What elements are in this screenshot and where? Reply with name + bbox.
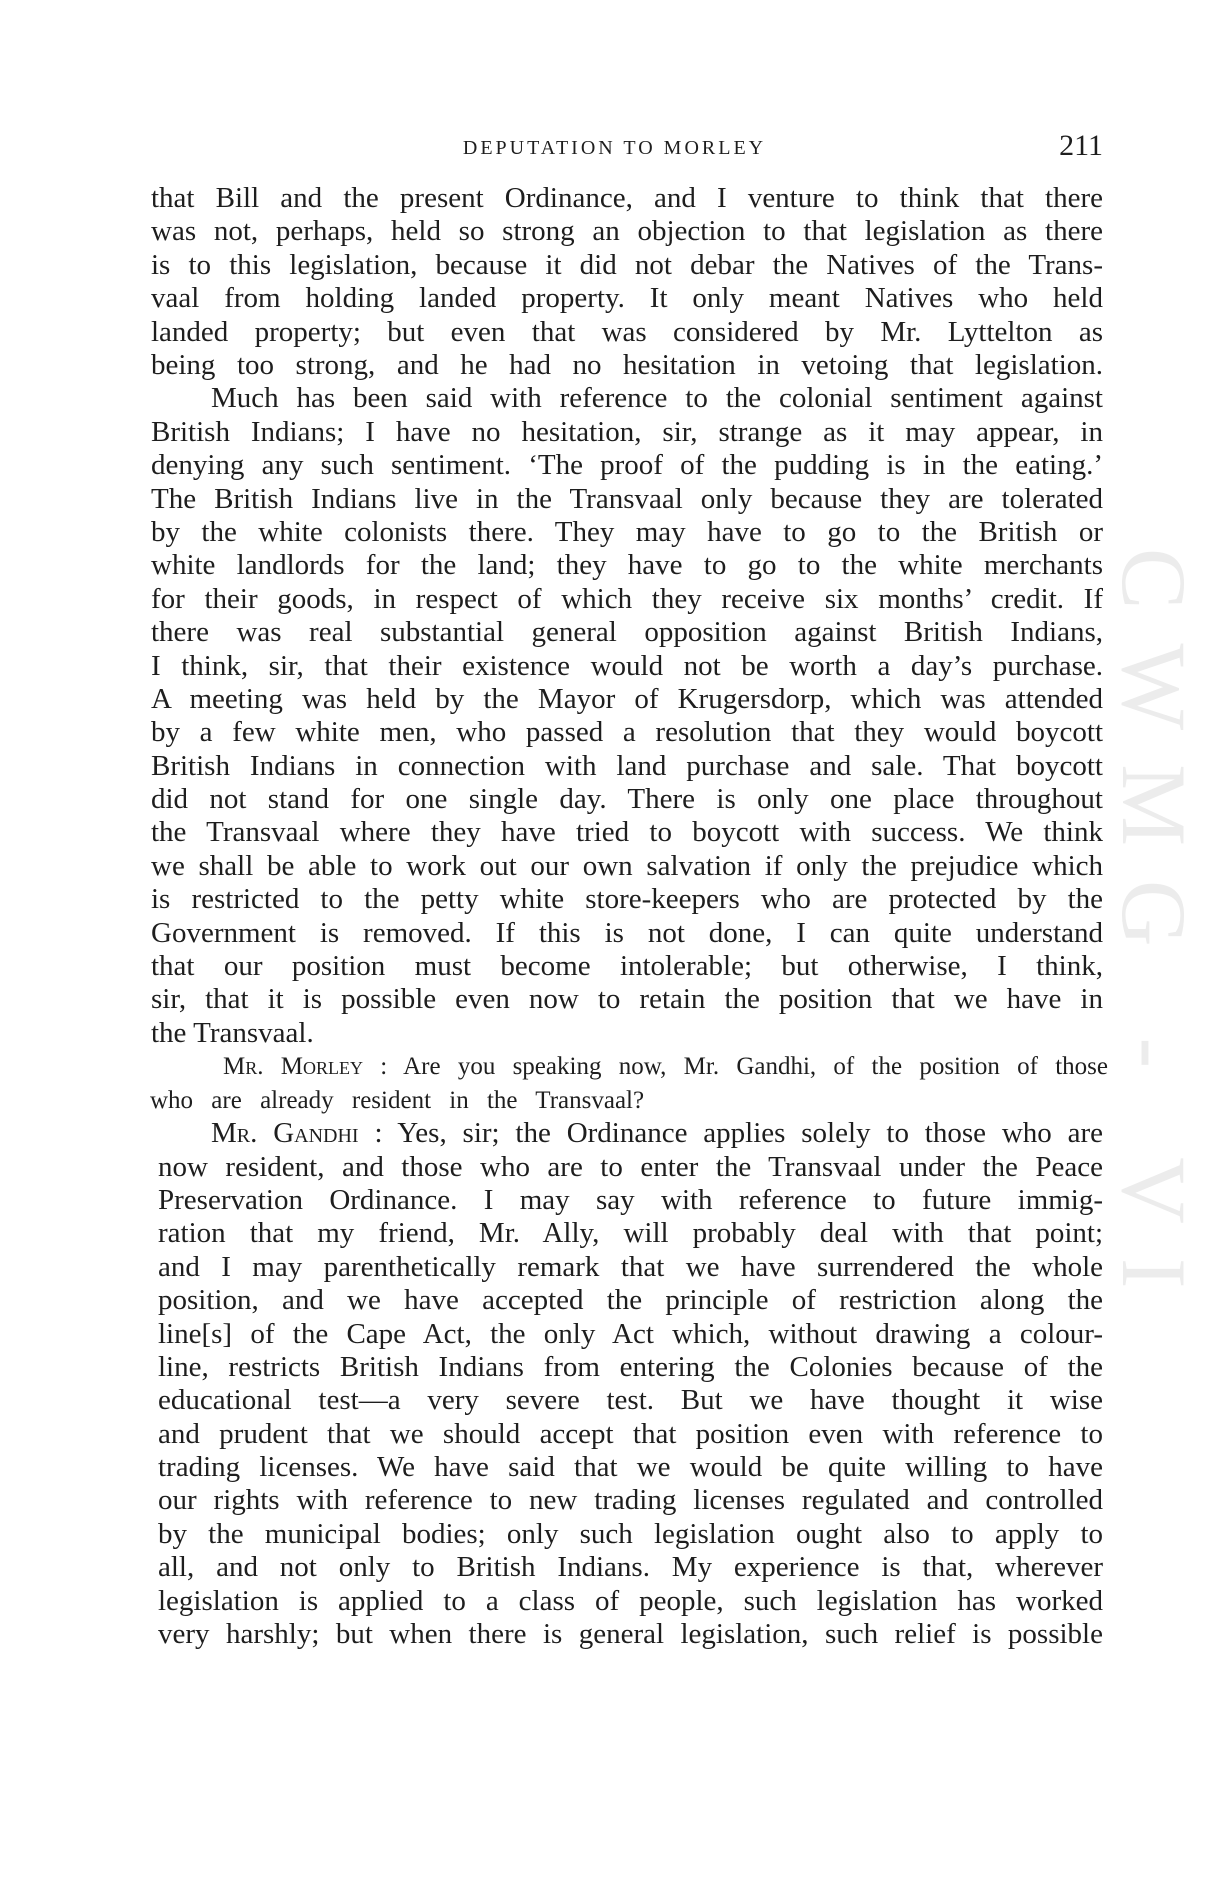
text-line: who are already resident in the Transvaal?: [150, 1086, 645, 1114]
text-line: position, and we have accepted the principle of restriction along the: [158, 1284, 1103, 1317]
text-line: did not stand for one single day. There is only one place throughout: [151, 783, 1103, 816]
text-line: that Bill and the present Ordinance, and I venture to think that there: [151, 182, 1103, 214]
text-line: all, and not only to British Indians. My experience is that, wherever: [158, 1551, 1103, 1584]
text-line: for their goods, in respect of which they receive six months’ credit. If: [151, 582, 1103, 615]
text-line: vaal from holding landed property. It only meant Natives who held: [151, 282, 1103, 315]
text-line: by a few white men, who passed a resolution that they would boycott: [151, 716, 1103, 749]
text-line: there was real substantial general opposition against British Indians,: [151, 616, 1103, 649]
text-line: legislation is applied to a class of people, such legislation has worked: [158, 1584, 1103, 1617]
text-line: Government is removed. If this is not done, I can quite understand: [151, 916, 1103, 949]
text-line: that our position must become intolerable; but otherwise, I think,: [151, 950, 1103, 983]
text-line: denying any such sentiment. ‘The proof of the pudding is in the eating.’: [151, 449, 1103, 482]
text-line: line, restricts British Indians from entering the Colonies because of the: [158, 1350, 1103, 1383]
text-line: The British Indians live in the Transvaal only because they are tolerated: [151, 482, 1103, 515]
text-line: and prudent that we should accept that position even with reference to: [158, 1417, 1103, 1450]
paragraph: [158, 1117, 1103, 1651]
paragraph: [151, 382, 1103, 1050]
text-line: trading licenses. We have said that we would be quite willing to have: [158, 1451, 1103, 1484]
text-line: is to this legislation, because it did not debar the Natives of the Trans-: [151, 248, 1103, 281]
text-line: our rights with reference to new trading licenses regulated and controlled: [158, 1484, 1103, 1517]
text-line: by the municipal bodies; only such legislation ought also to apply to: [158, 1517, 1103, 1550]
text-line: white landlords for the land; they have to go to the white merchants: [151, 549, 1103, 582]
text-line: I think, sir, that their existence would not be worth a day’s purchase.: [151, 649, 1103, 682]
text-line: we shall be able to work out our own salvation if only the prejudice which: [151, 849, 1103, 882]
speaker-name: Mr. Morley: [223, 1053, 363, 1081]
text-line: the Transvaal where they have tried to boycott with success. We think: [151, 816, 1103, 849]
text-line: line[s] of the Cape Act, the only Act which, without drawing a colour-: [158, 1317, 1103, 1350]
page-number: 211: [1059, 129, 1103, 162]
text-line: [158, 1117, 1103, 1150]
paragraph: [150, 1050, 1108, 1117]
text-line: British Indians; I have no hesitation, sir, strange as it may appear, in: [151, 415, 1103, 448]
line-text: : Are you speaking now, Mr. Gandhi, of the position of those: [380, 1053, 1108, 1081]
text-line: and I may parenthetically remark that we have surrendered the whole: [158, 1250, 1103, 1283]
text-line: was not, perhaps, held so strong an objection to that legislation as there: [151, 215, 1103, 248]
speaker-name: Mr. Gandhi: [211, 1117, 359, 1150]
text-line: sir, that it is possible even now to retain the position that we have in: [151, 983, 1103, 1016]
text-line: very harshly; but when there is general legislation, such relief is possible: [158, 1618, 1103, 1651]
text-line: is restricted to the petty white store-keepers who are protected by the: [151, 883, 1103, 916]
text-line: [150, 1050, 1108, 1083]
text-line: now resident, and those who are to enter the Transvaal under the Peace: [158, 1150, 1103, 1183]
line-text: : Yes, sir; the Ordinance applies solely to those who are: [374, 1117, 1103, 1150]
text-line: by the white colonists there. They may have to go to the British or: [151, 515, 1103, 548]
text-line: British Indians in connection with land purchase and sale. That boycott: [151, 749, 1103, 782]
text-line: A meeting was held by the Mayor of Krugersdorp, which was attended: [151, 682, 1103, 715]
running-head: DEPUTATION TO MORLEY: [462, 137, 767, 159]
text-line: educational test—a very severe test. But we have thought it wise: [158, 1384, 1103, 1417]
text-line: landed property; but even that was considered by Mr. Lyttelton as: [151, 315, 1103, 348]
text-line: the Transvaal.: [151, 1016, 314, 1049]
text-line: ration that my friend, Mr. Ally, will probably deal with that point;: [158, 1217, 1103, 1250]
text-line: Preservation Ordinance. I may say with reference to future immig-: [158, 1183, 1103, 1216]
text-line: Much has been said with reference to the colonial sentiment against: [211, 382, 1103, 415]
watermark: CWMG - VI: [1103, 548, 1205, 1323]
text-line: being too strong, and he had no hesitation in vetoing that legislation.: [151, 348, 1103, 381]
paragraph: [151, 182, 1103, 382]
